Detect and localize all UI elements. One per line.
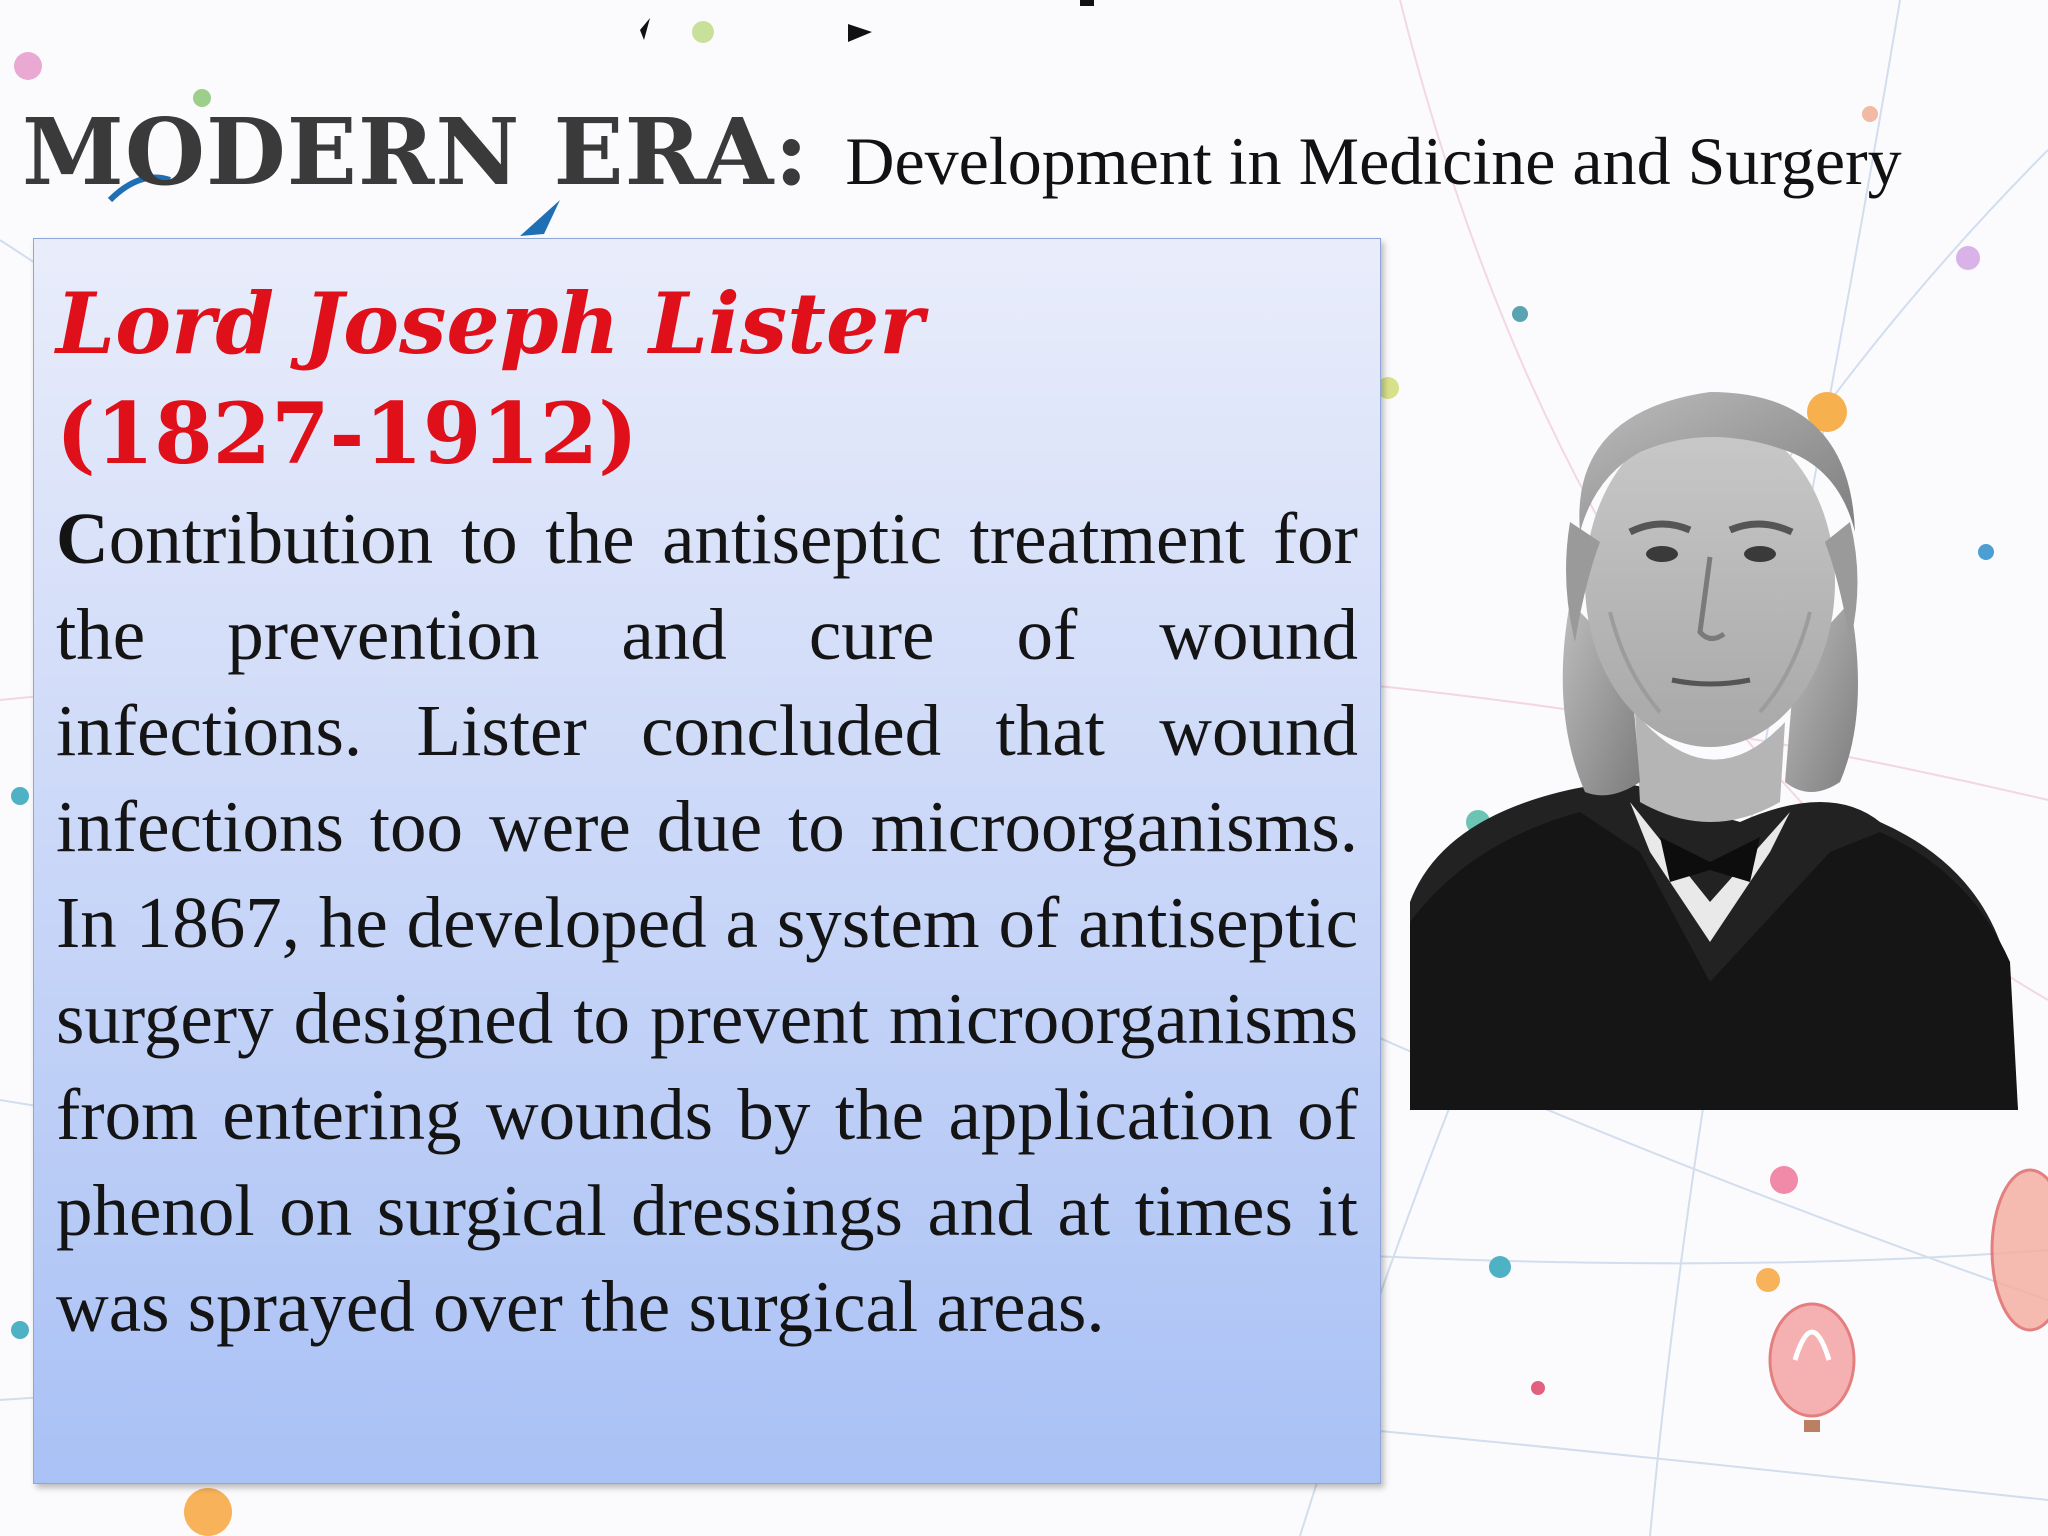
- person-years: (1827-1912): [56, 384, 638, 483]
- description-initial: C: [56, 498, 109, 579]
- person-name: Lord Joseph Lister: [56, 274, 924, 373]
- title-main: MODERN ERA:: [22, 98, 810, 206]
- description-text: ontribution to the antiseptic treatment for the prevention and cure of wound infections. Lister concluded that wound infections too were due to microorganisms. In 1867, he developed a system of antiseptic surgery designed to prevent microorganisms from entering wounds by the application of phenol on surgical dressings and at times it was sprayed over the surgical areas.: [56, 498, 1358, 1347]
- description-paragraph: [56, 491, 1358, 1355]
- content-box: [33, 238, 1381, 1484]
- slide-title: [22, 98, 1902, 206]
- title-subtitle: Development in Medicine and Surgery: [845, 123, 1902, 199]
- portrait-image: [1410, 382, 2018, 1110]
